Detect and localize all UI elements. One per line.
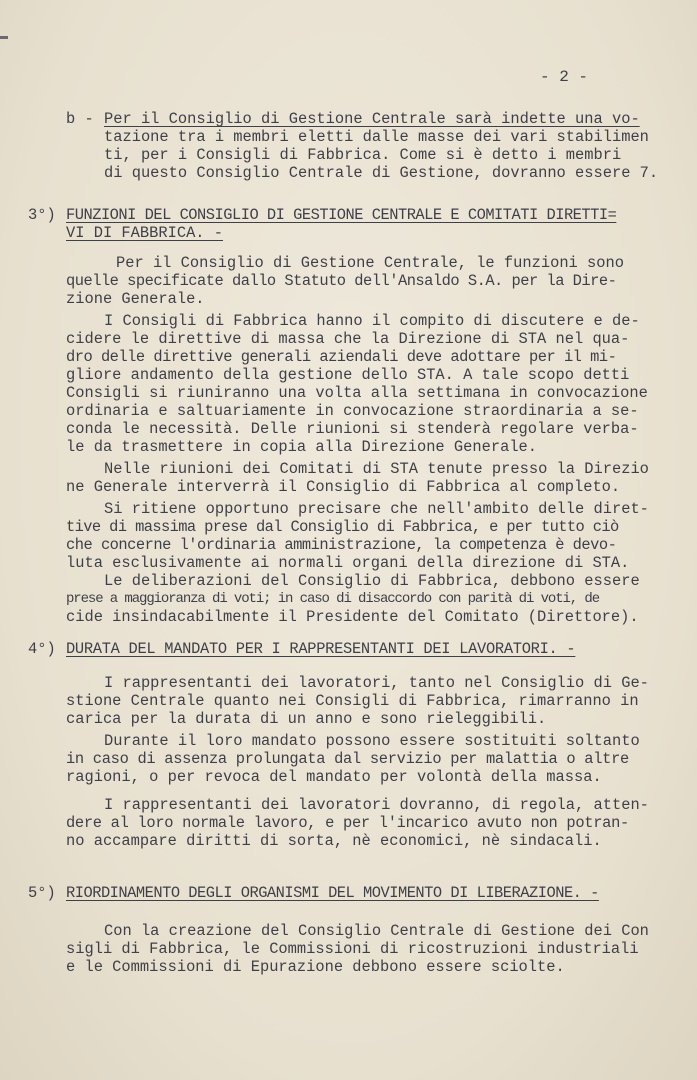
- b-line: tazione tra i membri eletti dalle masse dei vari stabilimen: [104, 128, 649, 146]
- section-5-heading: RIORDINAMENTO DEGLI ORGANISMI DEL MOVIMENTO DI LIBERAZIONE. -: [66, 884, 599, 902]
- section-4-line: I rappresentanti dei lavoratori, tanto nel Consiglio di Ge-: [104, 674, 649, 692]
- section-4-line: ragioni, o per revoca del mandato per volontà della massa.: [66, 768, 602, 786]
- section-3-line: Si ritiene opportuno precisare che nell'ambito delle diret-: [104, 500, 649, 518]
- section-3-line: cide insindacabilmente il Presidente del Comitato (Direttore).: [66, 608, 639, 626]
- page-number: - 2 -: [540, 68, 589, 86]
- section-3-number: 3°): [28, 206, 56, 224]
- section-4-heading: DURATA DEL MANDATO PER I RAPPRESENTANTI DEI LAVORATORI. -: [66, 640, 576, 658]
- section-3-line: Le deliberazioni del Consiglio di Fabbrica, debbono essere: [104, 572, 640, 590]
- section-3-line: conda le necessità. Delle riunioni si stenderà regolare verba-: [66, 420, 639, 438]
- b-line: di questo Consiglio Centrale di Gestione, dovranno essere 7.: [104, 164, 659, 182]
- section-3-line: Consigli si riuniranno una volta alla settimana in convocazione: [66, 384, 648, 402]
- section-4-number: 4°): [28, 640, 56, 658]
- section-4-line: in caso di assenza prolungata dal servizio per malattia o altre: [66, 750, 629, 768]
- section-3-line: che concerne l'ordinaria amministrazione, la competenza è devo-: [66, 536, 617, 554]
- b-line: ti, per i Consigli di Fabbrica. Come si è detto i membri: [104, 146, 622, 164]
- section-3-line: tive di massima prese dal Consiglio di Fabbrica, e per tutto ciò: [66, 518, 619, 536]
- section-3-line: ne Generale interverrà il Consiglio di Fabbrica al completo.: [66, 478, 621, 496]
- edge-mark: [0, 36, 8, 39]
- section-3-line: zione Generale.: [66, 290, 205, 308]
- section-3-line: luta esclusivamente ai normali organi della direzione di STA.: [66, 554, 630, 572]
- section-3-line: I Consigli di Fabbrica hanno il compito di discutere e de-: [104, 312, 640, 330]
- section-4-line: dere al loro normale lavoro, e per l'incarico avuto non potran-: [66, 814, 629, 832]
- section-4-line: no accampare diritti di sorta, nè economici, nè sindacali.: [66, 832, 602, 850]
- section-3-line: Per il Consiglio di Gestione Centrale, le funzioni sono: [116, 254, 624, 272]
- section-4-line: carica per la durata di un anno e sono rieleggibili.: [66, 710, 547, 728]
- section-5-number: 5°): [28, 884, 56, 902]
- section-3-line: le da trasmettere in copia alla Direzione Generale.: [66, 438, 538, 456]
- b-marker: b -: [66, 110, 94, 128]
- section-4-line: stione Centrale quanto nei Consigli di Fabbrica, rimarranno in: [66, 692, 639, 710]
- section-3-line: ordinaria e saltuariamente in convocazione straordinaria a se-: [66, 402, 639, 420]
- b-line: Per il Consiglio di Gestione Centrale sarà indette una vo-: [104, 110, 640, 128]
- section-3-line: quelle specificate dallo Statuto dell'Ansaldo S.A. per la Dire-: [66, 272, 617, 290]
- section-3-line: dro delle direttive generali aziendali deve adottare per il mi-: [66, 348, 617, 366]
- section-3-line: prese a maggioranza di voti; in caso di disaccordo con parità di voti, de: [66, 591, 600, 607]
- section-3-heading: VI DI FABBRICA. -: [66, 224, 224, 242]
- section-3-line: gliore andamento della gestione dello STA. A tale scopo detti: [66, 366, 630, 384]
- section-4-line: I rappresentanti dei lavoratori dovranno, di regola, atten-: [104, 796, 649, 814]
- section-3-line: cidere le direttive di massa che la Direzione di STA nel qua-: [66, 330, 630, 348]
- section-4-line: Durante il loro mandato possono essere sostituiti soltanto: [104, 732, 640, 750]
- section-5-line: Con la creazione del Consiglio Centrale di Gestione dei Con: [104, 922, 649, 940]
- section-5-line: sigli di Fabbrica, le Commissioni di ricostruzioni industriali: [66, 940, 639, 958]
- section-3-line: Nelle riunioni dei Comitati di STA tenute presso la Direzio: [104, 460, 649, 478]
- section-3-heading: FUNZIONI DEL CONSIGLIO DI GESTIONE CENTRALE E COMITATI DIRETTI=: [66, 206, 617, 224]
- section-5-line: e le Commissioni di Epurazione debbono essere sciolte.: [66, 958, 565, 976]
